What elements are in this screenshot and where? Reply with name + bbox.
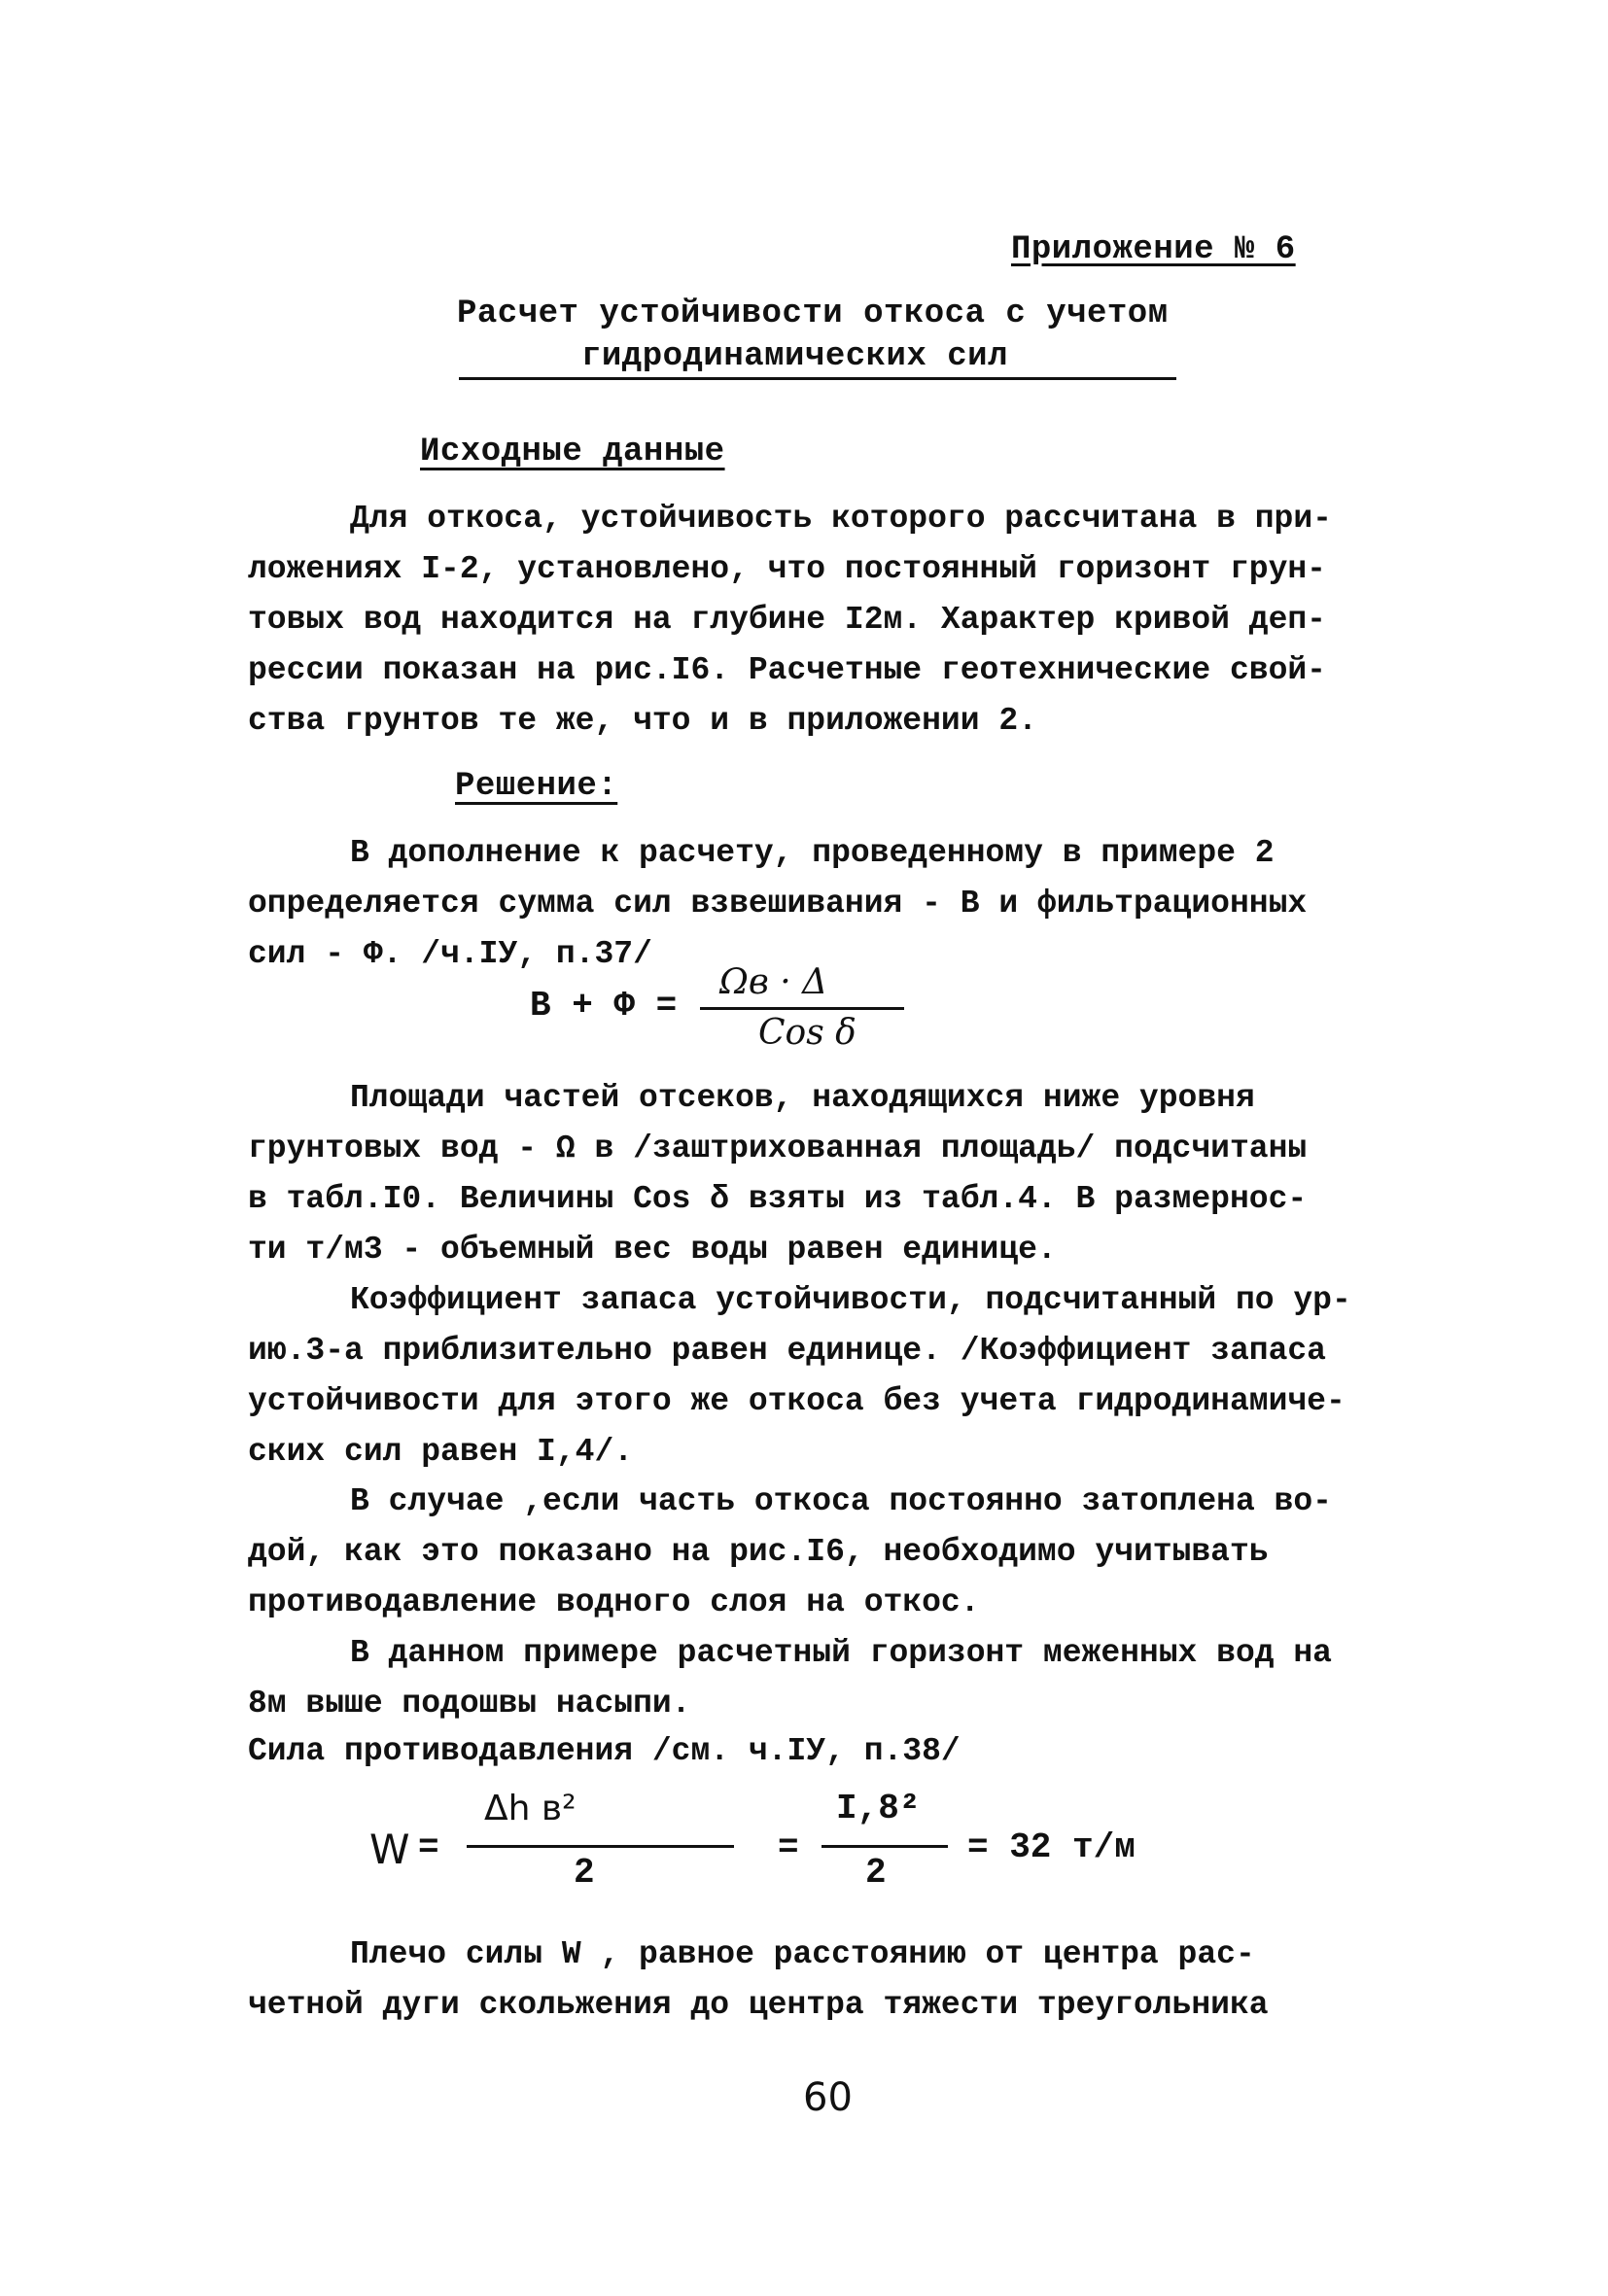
formula2-fraction-bar-1 — [467, 1845, 734, 1848]
paragraph-safety-factor — [248, 1275, 1405, 1478]
text-line: ию.3-а приблизительно равен единице. /Коэффициент запаса — [248, 1333, 1326, 1369]
text-line: В дополнение к расчету, проведенному в примере 2 — [350, 835, 1275, 871]
formula2-numerator-2: I,8² — [836, 1789, 921, 1828]
text-line: 8м выше подошвы насыпи. — [248, 1686, 691, 1722]
paragraph-counterpressure — [248, 1726, 1405, 1777]
text-line: определяется сумма сил взвешивания - В и фильтрационных — [248, 886, 1308, 922]
text-line: товых вод находится на глубине I2м. Характер кривой деп- — [248, 602, 1326, 638]
formula1-lhs: В + Ф = — [530, 986, 678, 1026]
text-line: Коэффициент запаса устойчивости, подсчитанный по ур- — [350, 1282, 1351, 1318]
paragraph-flooded-slope — [248, 1477, 1405, 1628]
text-line: рессии показан на рис.I6. Расчетные геотехнические свой- — [248, 652, 1326, 688]
text-line: сил - Ф. /ч.IУ, п.37/ — [248, 936, 652, 972]
paragraph-initial-data — [248, 494, 1405, 747]
text-line: грунтовых вод - Ω в /заштрихованная площадь/ подсчитаны — [248, 1131, 1308, 1166]
formula2-equals-2: = — [778, 1827, 799, 1867]
text-line: устойчивости для этого же откоса без учета гидродинамиче- — [248, 1383, 1346, 1419]
formula1-denominator: Cos δ — [758, 1013, 856, 1053]
formula2-denominator-2: 2 — [865, 1853, 887, 1893]
text-line: дой, как это показано на рис.I6, необходимо учитывать — [248, 1534, 1269, 1570]
paragraph-areas — [248, 1073, 1405, 1275]
text-line: в табл.I0. Величины Cos δ взяты из табл.4. В размернос- — [248, 1181, 1308, 1217]
paragraph-lever-arm — [248, 1930, 1405, 2031]
text-line: Для откоса, устойчивость которого рассчитана в при- — [350, 501, 1332, 537]
formula1-fraction-bar — [700, 1007, 904, 1010]
formula2-fraction-bar-2 — [821, 1845, 948, 1848]
text-line: ства грунтов те же, что и в приложении 2. — [248, 703, 1037, 739]
formula2-numerator-1: Δh в² — [484, 1789, 577, 1828]
text-line: ских сил равен I,4/. — [248, 1434, 634, 1470]
formula-buoyancy-filtration — [530, 962, 977, 1060]
text-line: Сила противодавления /см. ч.IУ, п.38/ — [248, 1733, 961, 1769]
page-number: 60 — [803, 2075, 853, 2120]
section-solution: Решение: — [455, 768, 618, 805]
text-line: четной дуги скольжения до центра тяжести треугольника — [248, 1987, 1269, 2023]
text-line: Плечо силы W , равное расстоянию от центра рас- — [350, 1936, 1255, 1972]
title-underline — [459, 377, 1176, 380]
section-initial-data: Исходные данные — [420, 434, 725, 470]
paragraph-water-level — [248, 1628, 1405, 1729]
formula2-result: = 32 т/м — [967, 1827, 1136, 1867]
text-line: В данном примере расчетный горизонт меженных вод на — [350, 1635, 1332, 1671]
text-line: Площади частей отсеков, находящихся ниже уровня — [350, 1080, 1255, 1116]
formula-counterpressure — [369, 1789, 1167, 1905]
text-line: В случае ,если часть откоса постоянно затоплена во- — [350, 1483, 1332, 1519]
formula2-denominator-1: 2 — [574, 1853, 595, 1893]
title-line-2: гидродинамических сил — [581, 338, 1008, 375]
formula2-w-symbol: W — [369, 1826, 410, 1873]
appendix-label: Приложение № 6 — [1011, 231, 1296, 268]
formula1-numerator: Ωв · Δ — [719, 962, 828, 1002]
title-line-1: Расчет устойчивости откоса с учетом — [457, 296, 1169, 332]
text-line: ложениях I-2, установлено, что постоянный горизонт грун- — [248, 551, 1326, 587]
formula2-equals-1: = — [418, 1827, 439, 1867]
paragraph-solution-intro — [248, 828, 1405, 980]
text-line: ти т/м3 - объемный вес воды равен единице. — [248, 1232, 1057, 1268]
text-line: противодавление водного слоя на откос. — [248, 1584, 980, 1620]
